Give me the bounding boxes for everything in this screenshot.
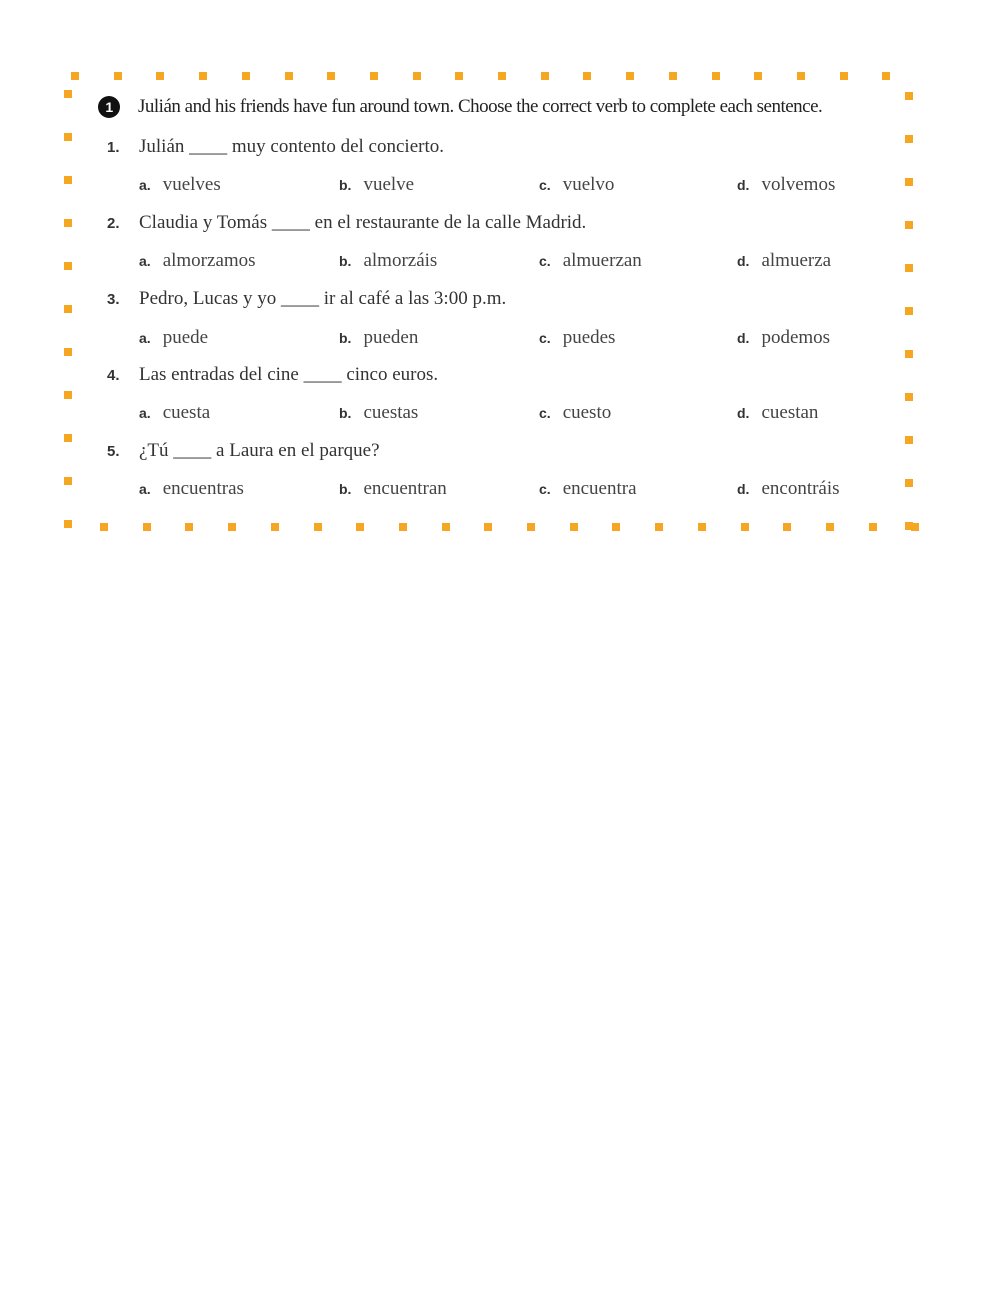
option-text: encuentra bbox=[562, 478, 637, 499]
option-letter: a. bbox=[139, 481, 151, 497]
question-number: 4. bbox=[107, 367, 120, 384]
option-d[interactable] bbox=[737, 478, 840, 500]
option-text: vuelvo bbox=[562, 174, 615, 195]
question-2 bbox=[107, 212, 586, 234]
option-c[interactable] bbox=[539, 478, 637, 500]
option-text: cuesto bbox=[562, 402, 612, 423]
option-text: encuentras bbox=[162, 478, 244, 499]
option-text: volvemos bbox=[761, 174, 836, 195]
option-letter: b. bbox=[339, 177, 352, 193]
option-text: almorzáis bbox=[363, 250, 438, 271]
option-text: almuerzan bbox=[562, 250, 642, 271]
option-letter: c. bbox=[539, 330, 551, 346]
question-text: Julián ____ muy contento del concierto. bbox=[139, 136, 444, 157]
option-a[interactable] bbox=[139, 250, 256, 272]
option-d[interactable] bbox=[737, 327, 830, 349]
question-text: Las entradas del cine ____ cinco euros. bbox=[139, 364, 439, 385]
option-c[interactable] bbox=[539, 402, 611, 424]
question-number: 5. bbox=[107, 443, 120, 460]
option-text: cuestas bbox=[363, 402, 419, 423]
option-b[interactable] bbox=[339, 478, 447, 500]
option-b[interactable] bbox=[339, 402, 418, 424]
option-letter: b. bbox=[339, 405, 352, 421]
exercise-card bbox=[0, 0, 1000, 600]
option-a[interactable] bbox=[139, 478, 244, 500]
option-text: vuelve bbox=[363, 174, 415, 195]
option-letter: d. bbox=[737, 177, 750, 193]
option-letter: d. bbox=[737, 481, 750, 497]
question-1-options bbox=[0, 174, 1000, 200]
option-text: encuentran bbox=[363, 478, 447, 499]
option-letter: a. bbox=[139, 330, 151, 346]
option-text: podemos bbox=[761, 327, 831, 348]
option-d[interactable] bbox=[737, 174, 835, 196]
option-d[interactable] bbox=[737, 402, 818, 424]
option-letter: c. bbox=[539, 481, 551, 497]
option-letter: d. bbox=[737, 330, 750, 346]
option-text: cuestan bbox=[761, 402, 819, 423]
option-text: pueden bbox=[363, 327, 419, 348]
option-letter: a. bbox=[139, 177, 151, 193]
option-text: encontráis bbox=[761, 478, 840, 499]
option-d[interactable] bbox=[737, 250, 831, 272]
option-letter: c. bbox=[539, 253, 551, 269]
option-letter: b. bbox=[339, 481, 352, 497]
question-1 bbox=[107, 136, 444, 158]
option-b[interactable] bbox=[339, 250, 437, 272]
option-c[interactable] bbox=[539, 250, 642, 272]
question-5-options bbox=[0, 478, 1000, 504]
question-2-options bbox=[0, 250, 1000, 276]
option-a[interactable] bbox=[139, 402, 210, 424]
question-text: Pedro, Lucas y yo ____ ir al café a las 3:00 p.m. bbox=[139, 288, 507, 309]
option-letter: d. bbox=[737, 405, 750, 421]
question-text: Claudia y Tomás ____ en el restaurante de la calle Madrid. bbox=[139, 212, 587, 233]
option-letter: c. bbox=[539, 405, 551, 421]
option-b[interactable] bbox=[339, 327, 418, 349]
option-letter: d. bbox=[737, 253, 750, 269]
option-c[interactable] bbox=[539, 174, 614, 196]
option-letter: a. bbox=[139, 405, 151, 421]
option-letter: a. bbox=[139, 253, 151, 269]
question-number: 1. bbox=[107, 139, 120, 156]
option-text: almuerza bbox=[761, 250, 832, 271]
question-3-options bbox=[0, 327, 1000, 353]
option-text: almorzamos bbox=[162, 250, 256, 271]
option-text: cuesta bbox=[162, 402, 211, 423]
option-text: vuelves bbox=[162, 174, 221, 195]
question-4 bbox=[107, 364, 438, 386]
option-letter: b. bbox=[339, 330, 352, 346]
exercise-heading bbox=[98, 96, 822, 118]
question-4-options bbox=[0, 402, 1000, 428]
question-5 bbox=[107, 440, 380, 462]
question-text: ¿Tú ____ a Laura en el parque? bbox=[139, 440, 380, 461]
option-text: puede bbox=[162, 327, 209, 348]
option-a[interactable] bbox=[139, 174, 221, 196]
exercise-number-badge: 1 bbox=[98, 96, 120, 118]
exercise-instruction: Julián and his friends have fun around town. Choose the correct verb to complete each sentence. bbox=[138, 96, 823, 117]
option-letter: c. bbox=[539, 177, 551, 193]
option-b[interactable] bbox=[339, 174, 414, 196]
option-c[interactable] bbox=[539, 327, 615, 349]
option-a[interactable] bbox=[139, 327, 208, 349]
option-letter: b. bbox=[339, 253, 352, 269]
question-number: 2. bbox=[107, 215, 120, 232]
option-text: puedes bbox=[562, 327, 616, 348]
question-3 bbox=[107, 288, 506, 310]
question-number: 3. bbox=[107, 291, 120, 308]
